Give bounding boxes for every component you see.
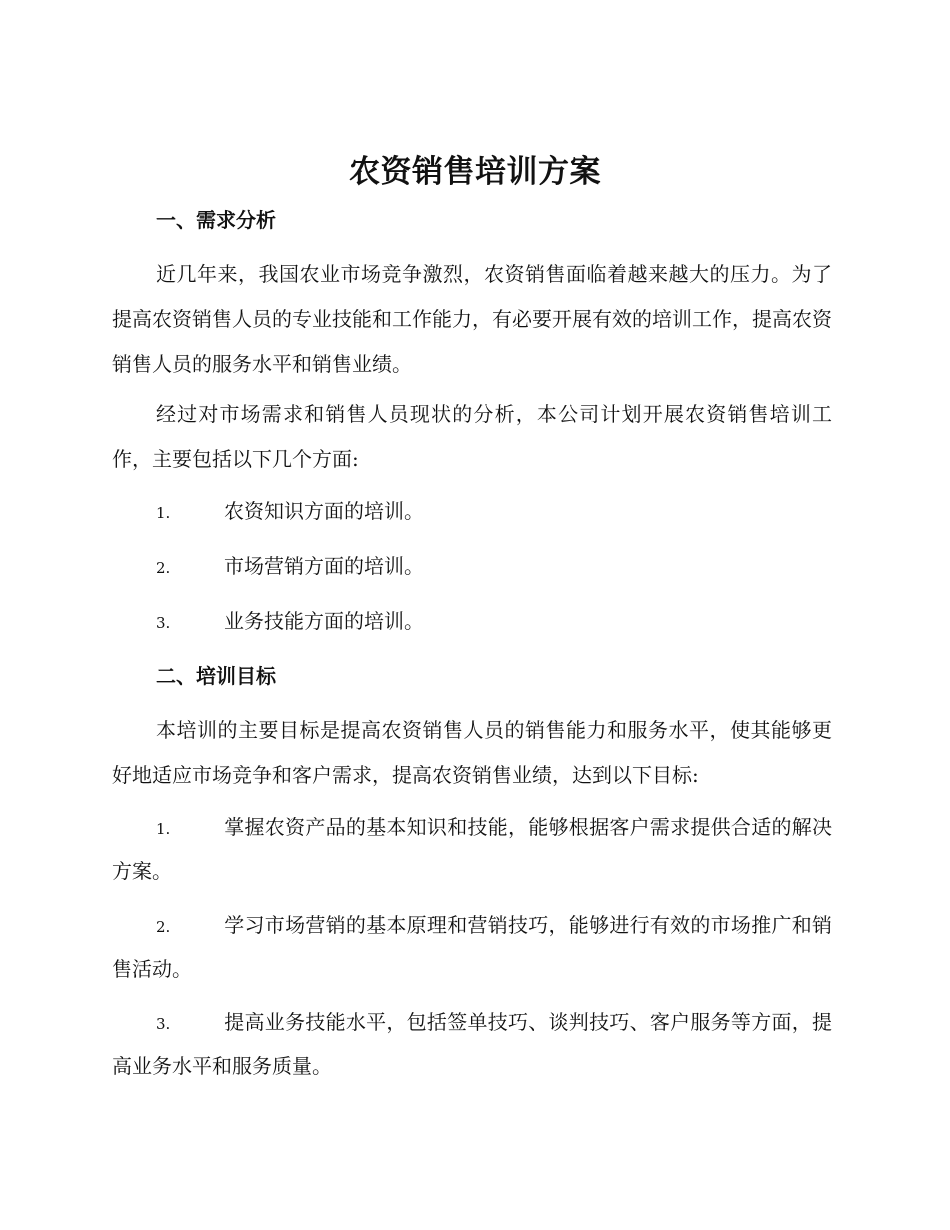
paragraph-needs-intro: 近几年来，我国农业市场竞争激烈，农资销售面临着越来越大的压力。为了提高农资销售人员的专业技能和工作能力，有必要开展有效的培训工作，提高农资销售人员的服务水平和销售业绩。 <box>112 262 832 376</box>
list-item-number: 2. <box>156 559 171 577</box>
list-item-text: 市场营销方面的培训。 <box>224 554 424 578</box>
list-item-text: 学习市场营销的基本原理和营销技巧，能够进行有效的市场推广和销售活动。 <box>112 913 832 981</box>
list-item-text: 业务技能方面的培训。 <box>224 609 424 633</box>
list-item-number: 3. <box>156 614 171 632</box>
list-item-text: 掌握农资产品的基本知识和技能，能够根据客户需求提供合适的解决方案。 <box>112 815 832 883</box>
section-heading-needs-analysis: 一、需求分析 <box>156 208 276 232</box>
list-item <box>112 600 832 644</box>
list-item <box>112 806 832 892</box>
section-heading-training-goals: 二、培训目标 <box>156 664 276 688</box>
list-item-text: 农资知识方面的培训。 <box>224 499 424 523</box>
list-item <box>112 904 832 990</box>
list-item-number: 1. <box>156 504 171 522</box>
list-item-text: 提高业务技能水平，包括签单技巧、谈判技巧、客户服务等方面，提高业务水平和服务质量。 <box>112 1010 832 1078</box>
paragraph-needs-plan: 经过对市场需求和销售人员现状的分析，本公司计划开展农资销售培训工作，主要包括以下几个方面: <box>112 402 832 471</box>
list-item-number: 1. <box>156 820 171 838</box>
document-title: 农资销售培训方案 <box>349 154 601 190</box>
list-item-number: 2. <box>156 918 171 936</box>
list-item <box>112 545 832 589</box>
paragraph-goals-intro: 本培训的主要目标是提高农资销售人员的销售能力和服务水平，使其能够更好地适应市场竞争和客户需求，提高农资销售业绩，达到以下目标: <box>112 718 832 787</box>
list-item <box>112 490 832 534</box>
list-item <box>112 1001 832 1087</box>
list-item-number: 3. <box>156 1015 171 1033</box>
